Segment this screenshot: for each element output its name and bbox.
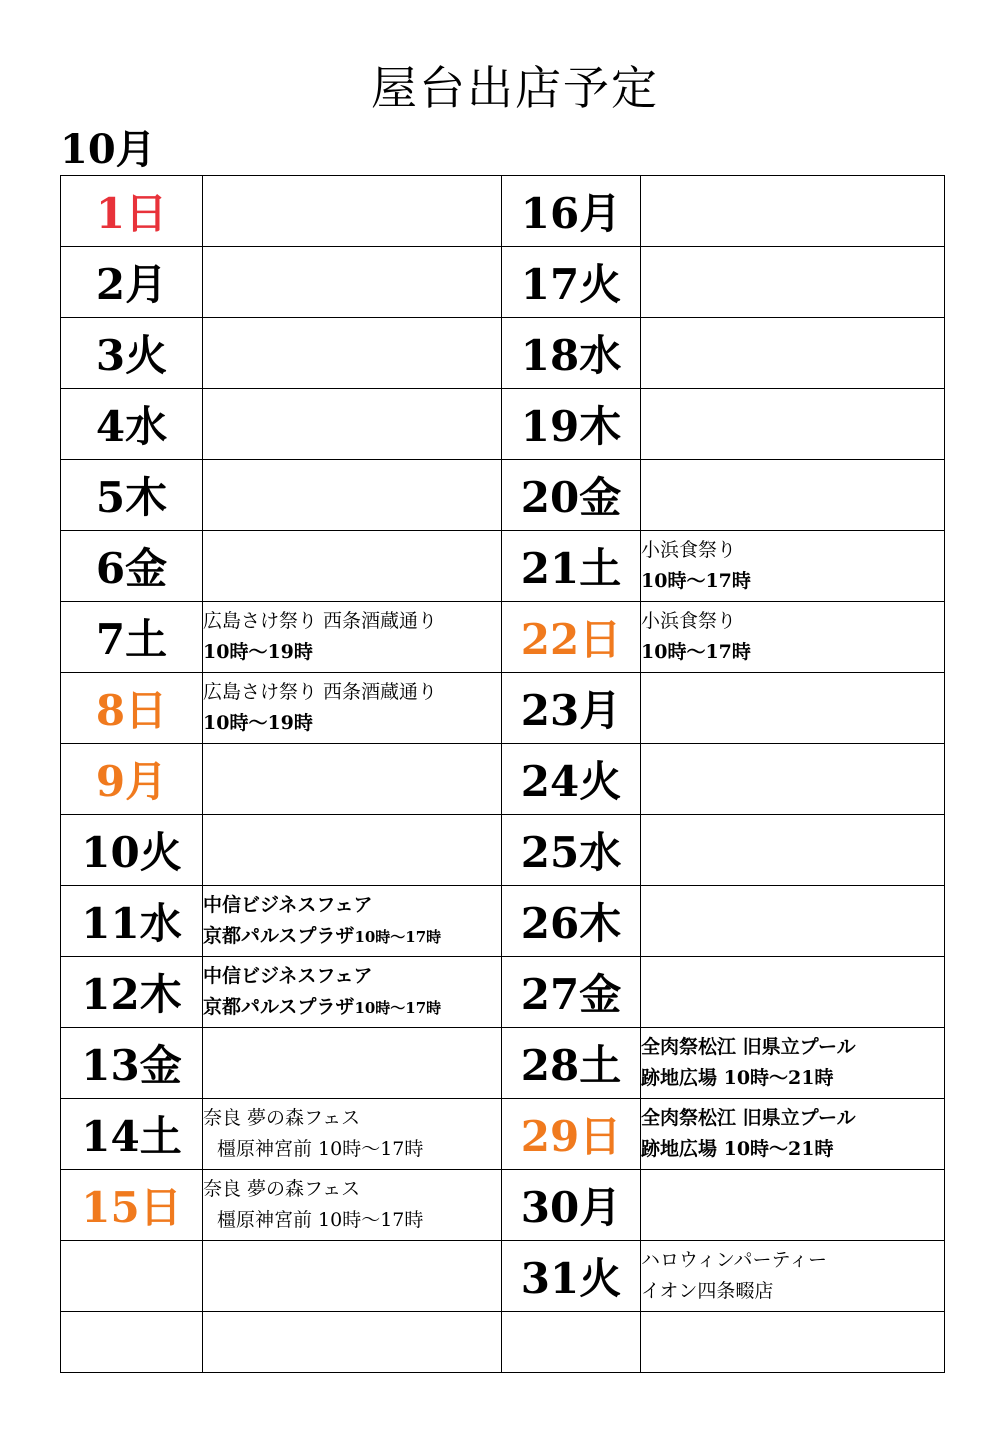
event-line-2 [641,1276,944,1307]
table-row [61,815,945,886]
event-line-2 [203,637,501,668]
left-event-cell [203,886,502,957]
event-line-2 [203,708,501,739]
right-event-cell [641,957,945,1028]
right-event-cell [641,460,945,531]
page-title: 屋台出店予定 [371,61,659,115]
event-line-1: 小浜食祭り [641,539,737,561]
event-line-1: 中信ビジネスフェア [203,893,373,916]
table-row [61,318,945,389]
table-row [61,176,945,247]
left-day-cell [61,673,203,744]
table-row [61,886,945,957]
right-event-cell [641,1241,945,1312]
event-line-2-text: 橿原神宮前 10時～17時 [217,1209,424,1231]
day-label: 28土 [520,1041,622,1090]
event-line-1: 小浜食祭り [641,610,737,632]
left-day-cell [61,247,203,318]
table-row [61,389,945,460]
right-event-cell [641,1312,945,1373]
left-day-cell [61,1099,203,1170]
left-day-cell [61,460,203,531]
right-event-cell [641,1099,945,1170]
left-day-cell [61,1312,203,1373]
event-line-2-text: イオン四条畷店 [641,1280,774,1302]
event-line-1: 奈良 夢の森フェス [203,1107,361,1129]
day-label: 10火 [81,828,182,877]
right-event-cell [641,673,945,744]
left-event-cell [203,673,502,744]
right-day-cell [502,531,641,602]
right-event-cell [641,389,945,460]
day-label: 14土 [81,1112,182,1161]
day-label: 11水 [81,899,182,948]
day-label: 6金 [95,544,168,593]
left-day-cell [61,602,203,673]
table-row [61,602,945,673]
right-event-cell [641,815,945,886]
left-day-cell [61,744,203,815]
left-event-cell [203,1170,502,1241]
table-row [61,957,945,1028]
day-label: 2月 [95,260,168,309]
right-event-cell [641,1170,945,1241]
right-event-cell [641,247,945,318]
right-day-cell [502,1312,641,1373]
event-line-2 [641,637,944,668]
event-line-2-text: 10時～19時 [203,641,313,663]
day-label: 18水 [520,331,622,380]
table-row [61,1312,945,1373]
day-label: 24火 [520,757,622,806]
left-event-cell [203,815,502,886]
table-row [61,460,945,531]
event-line-1: 中信ビジネスフェア [203,964,373,987]
event-line-2 [641,1063,944,1094]
day-label: 5木 [95,473,168,522]
left-event-cell [203,531,502,602]
table-row [61,1028,945,1099]
right-day-cell [502,1170,641,1241]
event-line-2-text: 跡地広場 10時～21時 [641,1067,834,1089]
event-line-2 [641,1134,944,1165]
day-label: 25水 [520,828,622,877]
right-event-cell [641,531,945,602]
day-label: 4水 [95,402,168,451]
day-label: 20金 [520,473,622,522]
left-event-cell [203,602,502,673]
event-line-2 [203,1205,501,1236]
left-event-cell [203,1312,502,1373]
day-label: 7土 [95,615,168,664]
day-label: 29日 [520,1112,622,1161]
left-day-cell [61,1241,203,1312]
left-day-cell [61,1028,203,1099]
event-line-1: 全肉祭松江 旧県立プール [641,1107,856,1129]
event-line-1: 奈良 夢の森フェス [203,1178,361,1200]
right-day-cell [502,247,641,318]
right-event-cell [641,602,945,673]
day-label: 3火 [95,331,168,380]
right-day-cell [502,460,641,531]
right-event-cell [641,744,945,815]
right-day-cell [502,602,641,673]
day-label: 17火 [520,260,622,309]
event-line-2 [203,1134,501,1165]
right-day-cell [502,673,641,744]
right-day-cell [502,1099,641,1170]
event-time-small: 10時～17時 [354,927,442,946]
event-line-2-text: 10時～19時 [203,712,313,734]
left-day-cell [61,389,203,460]
table-row [61,531,945,602]
left-day-cell [61,957,203,1028]
left-event-cell [203,957,502,1028]
left-event-cell [203,1028,502,1099]
day-label: 21土 [520,544,622,593]
day-label: 26木 [520,899,622,948]
table-row [61,1241,945,1312]
left-event-cell [203,1099,502,1170]
day-label: 9月 [95,757,168,806]
event-line-2 [203,992,501,1024]
left-event-cell [203,176,502,247]
table-row [61,247,945,318]
day-label: 12木 [81,970,182,1019]
day-label: 22日 [520,615,622,664]
event-line-2-text: 橿原神宮前 10時～17時 [217,1138,424,1160]
right-day-cell [502,957,641,1028]
left-day-cell [61,176,203,247]
day-label: 16月 [520,189,622,238]
right-event-cell [641,318,945,389]
day-label: 1日 [95,189,168,238]
event-line-1: 広島さけ祭り 西条酒蔵通り [203,681,438,703]
day-label: 15日 [81,1183,182,1232]
day-label: 30月 [520,1183,622,1232]
left-day-cell [61,886,203,957]
table-row [61,673,945,744]
event-line-2 [641,566,944,597]
event-line-2 [203,921,501,953]
right-day-cell [502,744,641,815]
event-line-1: ハロウィンパーティー [641,1249,828,1271]
right-day-cell [502,318,641,389]
right-day-cell [502,886,641,957]
table-row [61,1099,945,1170]
left-event-cell [203,1241,502,1312]
right-day-cell [502,1028,641,1099]
right-event-cell [641,886,945,957]
schedule-table [60,175,945,1373]
event-line-1: 広島さけ祭り 西条酒蔵通り [203,610,438,632]
event-line-2-text: 京都パルスプラザ [203,924,355,947]
table-row [61,1170,945,1241]
day-label: 31火 [520,1254,622,1303]
left-event-cell [203,460,502,531]
day-label: 19木 [520,402,622,451]
left-event-cell [203,318,502,389]
right-day-cell [502,176,641,247]
event-line-2-text: 10時～17時 [641,570,751,592]
event-line-2-text: 10時～17時 [641,641,751,663]
right-day-cell [502,389,641,460]
day-label: 8日 [95,686,168,735]
event-line-1: 全肉祭松江 旧県立プール [641,1036,856,1058]
left-day-cell [61,531,203,602]
left-day-cell [61,318,203,389]
left-day-cell [61,815,203,886]
right-day-cell [502,815,641,886]
right-event-cell [641,1028,945,1099]
day-label: 23月 [520,686,622,735]
day-label: 27金 [520,970,622,1019]
event-time-small: 10時～17時 [354,998,442,1017]
event-line-2-text: 跡地広場 10時～21時 [641,1138,834,1160]
left-event-cell [203,247,502,318]
event-line-2-text: 京都パルスプラザ [203,995,355,1018]
left-event-cell [203,389,502,460]
right-day-cell [502,1241,641,1312]
right-event-cell [641,176,945,247]
table-row [61,744,945,815]
left-day-cell [61,1170,203,1241]
month-label: 10月 [60,126,156,173]
schedule-body [61,176,945,1373]
left-event-cell [203,744,502,815]
day-label: 13金 [81,1041,182,1090]
